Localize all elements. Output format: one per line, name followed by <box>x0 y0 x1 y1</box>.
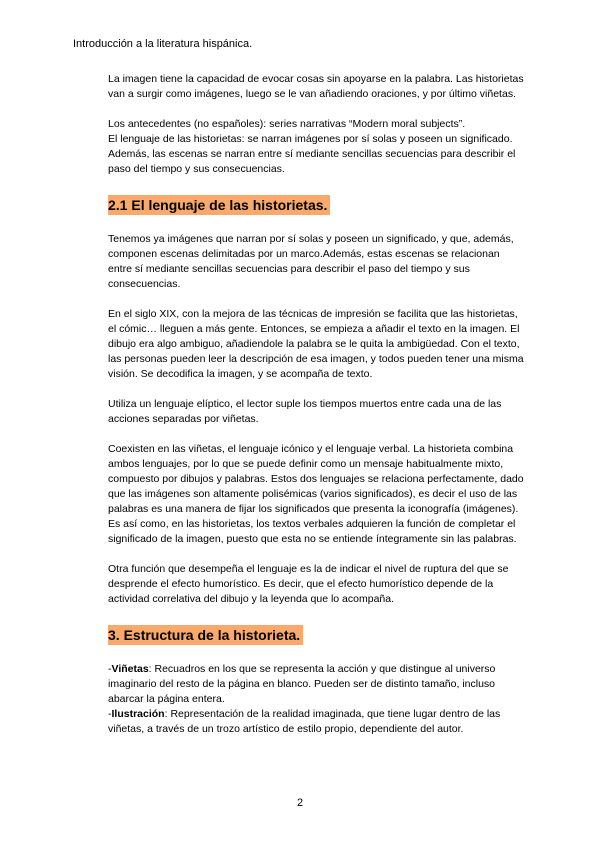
paragraph: Otra función que desempeña el lenguaje es la de indicar el nivel de ruptura del que se desprende el efecto humorístico. Es decir, que el efecto humorístico depende de la actividad correlativa del dibujo y la leyenda que lo acompaña. <box>108 563 509 605</box>
running-header: Introducción a la literatura hispánica. <box>73 38 253 50</box>
paragraph: La imagen tiene la capacidad de evocar cosas sin apoyarse en la palabra. Las historietas van a surgir como imágenes, luego se le van añadiendo oraciones, y por último viñetas. <box>108 73 524 100</box>
definition-text: : Recuadros en los que se representa la acción y que distingue al universo imaginario del resto de la página en blanco. Pueden ser de distinto tamaño, incluso abarcar la página entera. <box>108 663 496 705</box>
definition-prefix: - <box>108 708 112 720</box>
page-number: 2 <box>296 797 304 809</box>
definition-term: Ilustración <box>111 708 165 720</box>
definition-item <box>108 662 526 707</box>
definition-item <box>108 707 526 737</box>
paragraph: Utiliza un lenguaje elíptico, el lector suple los tiempos muertos entre cada una de las acciones separadas por viñetas. <box>108 398 502 425</box>
paragraph: Tenemos ya imágenes que narran por sí solas y poseen un significado, y que, además, componen escenas delimitadas por un marco.Además, estas escenas se relacionan entre sí mediante sencillas secuencias para describir el paso del tiempo y sus consecuencias. <box>108 233 514 290</box>
definition-term: Viñetas <box>111 663 149 675</box>
section-heading: 2.1 El lenguaje de las historietas. <box>108 195 330 215</box>
definition-text: : Representación de la realidad imaginada, que tiene lugar dentro de las viñetas, a través de un trozo artístico de estilo propio, dependiente del autor. <box>108 708 501 735</box>
paragraph: En el siglo XIX, con la mejora de las técnicas de impresión se facilita que las historietas, el cómic… lleguen a más gente. Entonces, se empieza a añadir el texto en la imagen. El dibujo era algo ambiguo, añadiendole la palabra se le quita la ambigüedad. Con el texto, las personas pueden leer la descripción de esa imagen, y todos pueden tener una misma visión. Se decodifica la imagen, y se acompaña de texto. <box>108 308 524 380</box>
paragraph: Coexisten en las viñetas, el lenguaje icónico y el lenguaje verbal. La historieta combina ambos lenguajes, por lo que se puede definir como un mensaje habitualmente mixto, compuesto por dibujos y palabras. Estos dos lenguajes se relaciona perfectamente, dado que las imágenes son altamente polisémicas (varios significados), es decir el uso de las palabras es una manera de fijar los significados que presenta la iconografía (imágenes). Es así como, en las historietas, los textos verbales adquieren la función de completar el significado de la imagen, puesto que esta no se entiende íntegramente sin las palabras. <box>108 443 524 545</box>
document-body <box>108 72 526 737</box>
paragraph: El lenguaje de las historietas: se narran imágenes por sí solas y poseen un significado. Además, las escenas se narran entre sí mediante sencillas secuencias para describir el paso del tiempo y sus consecuencias. <box>108 133 516 175</box>
definition-prefix: - <box>108 663 112 675</box>
section-heading: 3. Estructura de la historieta. <box>108 625 303 645</box>
paragraph: Los antecedentes (no españoles): series narrativas “Modern moral subjects”. <box>108 118 466 130</box>
